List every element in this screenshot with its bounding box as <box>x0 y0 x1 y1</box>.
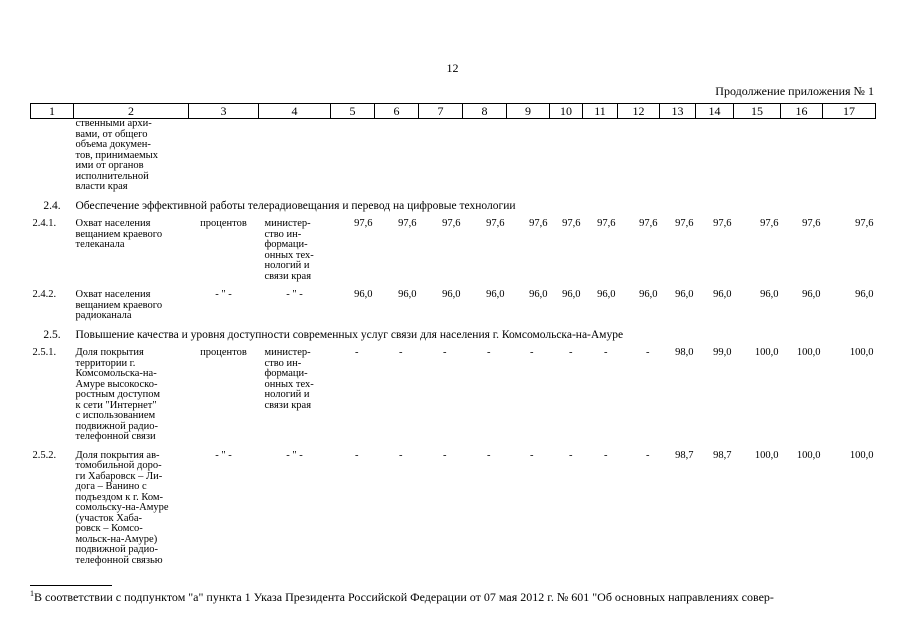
value-cell: 97,6 <box>562 218 581 229</box>
page-number: 12 <box>446 61 459 75</box>
value-cell: 96,0 <box>855 289 874 300</box>
value-cell: 100,0 <box>849 449 874 461</box>
header-cell: 16 <box>781 104 823 119</box>
header-cell: 12 <box>618 104 660 119</box>
header-cell: 6 <box>375 104 419 119</box>
value-cell: 98,0 <box>675 347 694 358</box>
value-cell: 97,6 <box>597 218 616 229</box>
value-cell: 97,6 <box>802 218 821 229</box>
value-cell: 99,0 <box>713 347 732 358</box>
value-cell: 100,0 <box>754 347 779 358</box>
value-cell: - <box>604 347 608 358</box>
section-row <box>31 328 876 347</box>
header-cell: 4 <box>259 104 331 119</box>
value-cell: 96,0 <box>562 289 581 300</box>
value-cell: - <box>399 347 403 358</box>
value-cell: 96,0 <box>486 289 505 300</box>
table-row <box>31 288 876 328</box>
value-cell: - <box>487 347 491 358</box>
row-number: 2.5.1. <box>32 347 57 358</box>
indicator-name: Доля покрытия ав- томобильной доро- ги Хабаровск – Ли- дога – Ванино с подъездом к г. Ком- сомольску-на-Амуре (участок Хаба- ровск – Комсо- мольск-на-Амуре) подвижной радио- телефонной связью <box>75 449 169 566</box>
value-cell: 97,6 <box>760 218 779 229</box>
value-cell: - <box>646 449 650 461</box>
unit-cell: - " - <box>215 289 232 300</box>
footnote-text: В соответствии с подпунктом "а" пункта 1 Указа Президента Российской Федерации от 07 мая 2012 г. № 601 "Об основных направлениях совер- <box>34 590 774 604</box>
unit-cell: процентов <box>200 218 247 229</box>
value-cell: 97,6 <box>354 218 373 229</box>
value-cell: - <box>530 449 534 461</box>
section-title: Повышение качества и уровня доступности современных услуг связи для населения г. Комсомольска-на-Амуре <box>75 328 624 341</box>
value-cell: 97,6 <box>442 218 461 229</box>
unit-cell: - " - <box>215 449 232 461</box>
value-cell: 97,6 <box>486 218 505 229</box>
value-cell: 97,6 <box>398 218 417 229</box>
value-cell: 96,0 <box>760 289 779 300</box>
value-cell: - <box>604 449 608 461</box>
footnote-mark: 1 <box>30 589 34 598</box>
value-cell: 96,0 <box>354 289 373 300</box>
unit-cell: процентов <box>200 347 247 358</box>
header-cell: 7 <box>419 104 463 119</box>
value-cell: 96,0 <box>398 289 417 300</box>
value-cell: 100,0 <box>796 347 821 358</box>
value-cell: - <box>569 347 573 358</box>
value-cell: 97,6 <box>855 218 874 229</box>
section-number: 2.4. <box>43 199 61 212</box>
value-cell: 96,0 <box>639 289 658 300</box>
header-cell: 15 <box>734 104 781 119</box>
header-cell: 14 <box>696 104 734 119</box>
section-title: Обеспечение эффективной работы телерадиовещания и перевод на цифровые технологии <box>75 199 516 212</box>
value-cell: 96,0 <box>802 289 821 300</box>
footnote-divider <box>30 585 112 586</box>
header-cell: 9 <box>507 104 550 119</box>
indicator-name: Охват населения вещанием краевого радиоканала <box>75 289 163 321</box>
header-cell: 10 <box>550 104 583 119</box>
value-cell: 96,0 <box>713 289 732 300</box>
value-cell: 100,0 <box>754 449 779 461</box>
header-cell: 2 <box>74 104 189 119</box>
indicator-name: Охват населения вещанием краевого телеканала <box>75 218 163 250</box>
indicator-name: ственными архи- вами, от общего объема докумен- тов, принимаемых ими от органов исполнительной власти края <box>75 118 158 192</box>
executor-cell: министер- ство ин- формаци- онных тех- нологий и связи края <box>264 218 314 282</box>
header-cell: 17 <box>823 104 876 119</box>
table-row <box>31 346 876 449</box>
indicators-table <box>30 103 876 572</box>
value-cell: 96,0 <box>529 289 548 300</box>
header-cell: 13 <box>660 104 696 119</box>
value-cell: 100,0 <box>849 347 874 358</box>
value-cell: 96,0 <box>597 289 616 300</box>
value-cell: 97,6 <box>675 218 694 229</box>
value-cell: 96,0 <box>442 289 461 300</box>
value-cell: - <box>355 347 359 358</box>
executor-cell: - " - <box>286 449 303 461</box>
row-number: 2.5.2. <box>32 449 57 461</box>
value-cell: 97,6 <box>529 218 548 229</box>
value-cell: 97,6 <box>713 218 732 229</box>
header-row <box>31 104 876 119</box>
indicator-name: Доля покрытия территории г. Комсомольска-на- Амуре высокоско- ростным доступом к сети "Интернет" с использованием подвижной радио- телефонной связи <box>75 347 160 442</box>
section-number: 2.5. <box>43 328 61 341</box>
table-row <box>31 217 876 288</box>
header-cell: 8 <box>463 104 507 119</box>
continuation-label: Продолжение приложения № 1 <box>715 84 874 98</box>
executor-cell: - " - <box>286 289 303 300</box>
value-cell: 96,0 <box>675 289 694 300</box>
table-row <box>31 119 876 199</box>
value-cell: - <box>569 449 573 461</box>
header-cell: 11 <box>583 104 618 119</box>
value-cell: 97,6 <box>639 218 658 229</box>
value-cell: - <box>487 449 491 461</box>
row-number: 2.4.2. <box>32 289 57 300</box>
header-cell: 5 <box>331 104 375 119</box>
executor-cell: министер- ство ин- формаци- онных тех- нологий и связи края <box>264 347 314 411</box>
section-row <box>31 199 876 218</box>
row-number: 2.4.1. <box>32 218 57 229</box>
value-cell: - <box>355 449 359 461</box>
value-cell: - <box>443 449 447 461</box>
header-cell: 1 <box>31 104 74 119</box>
value-cell: 98,7 <box>675 449 694 461</box>
value-cell: - <box>399 449 403 461</box>
header-cell: 3 <box>189 104 259 119</box>
value-cell: - <box>443 347 447 358</box>
value-cell: 100,0 <box>796 449 821 461</box>
table-row <box>31 449 876 573</box>
value-cell: 98,7 <box>713 449 732 461</box>
footnote <box>30 589 875 605</box>
value-cell: - <box>646 347 650 358</box>
value-cell: - <box>530 347 534 358</box>
